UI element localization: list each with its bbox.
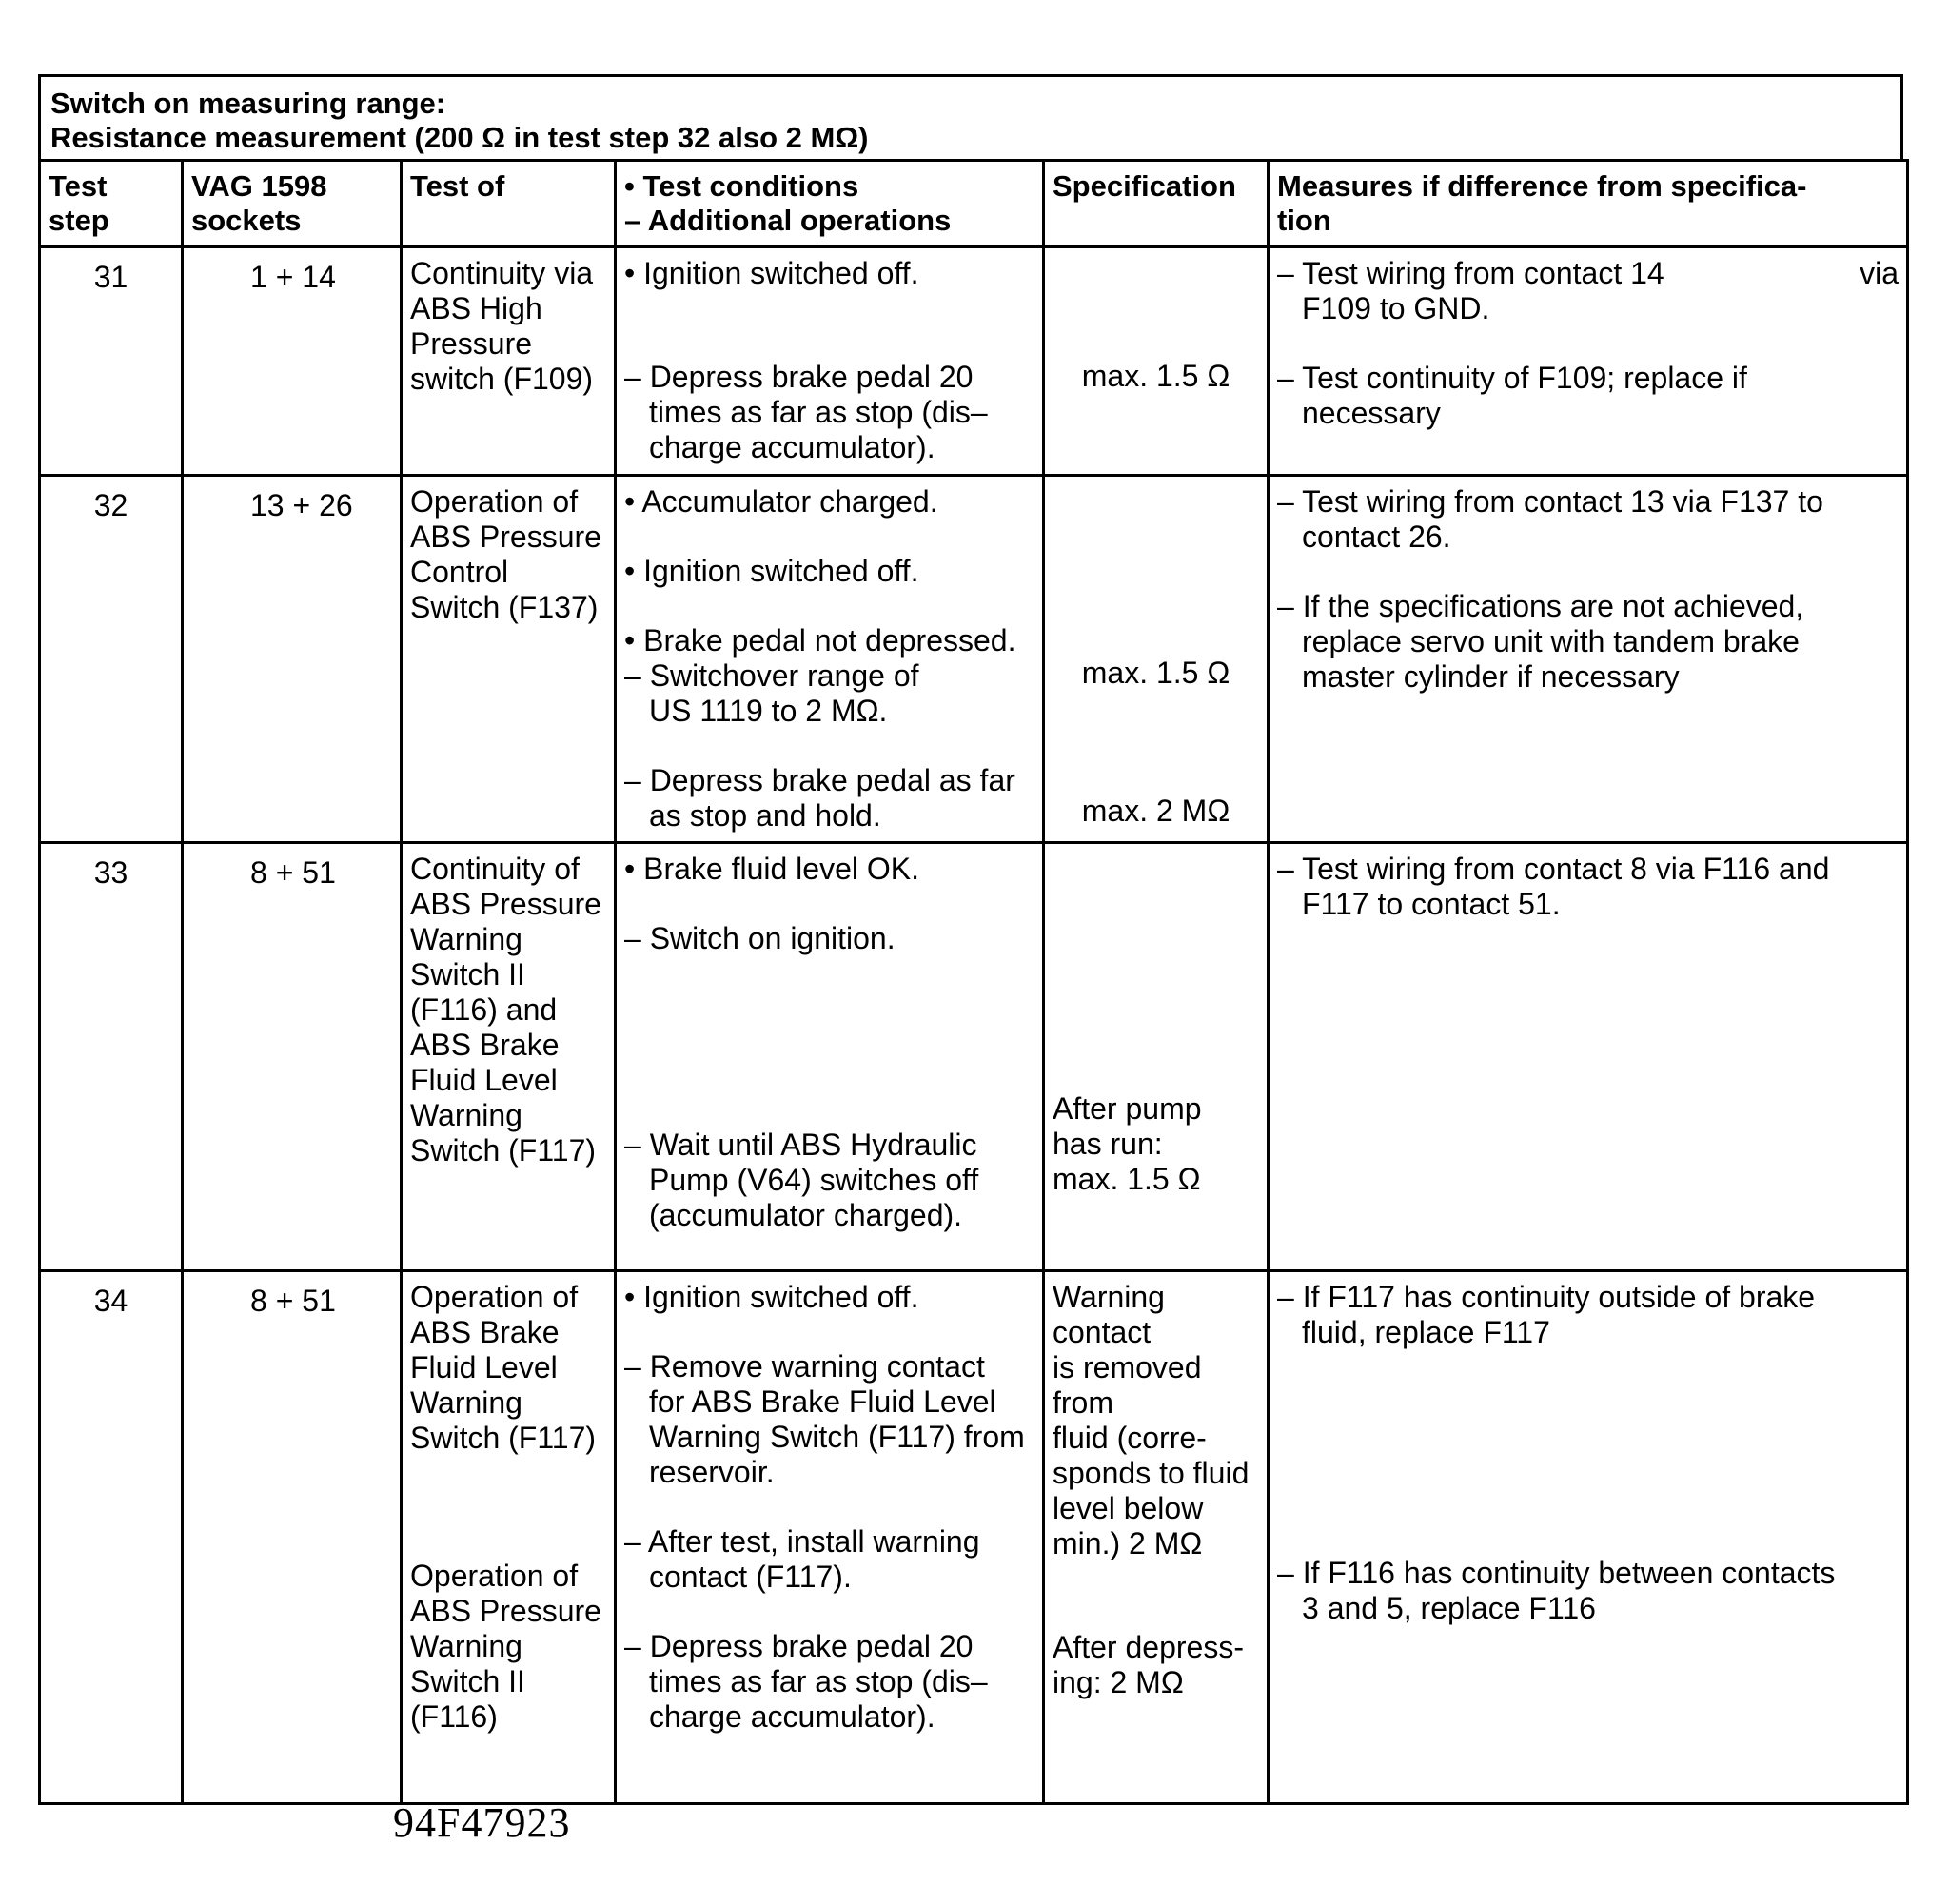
col-test-of: Test of xyxy=(402,161,616,247)
table-row xyxy=(40,843,1908,1271)
specification-cell: max. 1.5 Ω xyxy=(1044,247,1269,476)
conditions-cell: • Ignition switched off. – Remove warning contact for ABS Brake Fluid Level Warning Switch (F117) from reservoir. – After test, install warning contact (F117). – Depress brake pedal 20 times as far as stop (dis– charge accumulator). xyxy=(616,1271,1044,1804)
header-line-1: Switch on measuring range: xyxy=(50,87,446,120)
col-conditions: • Test conditions – Additional operations xyxy=(616,161,1044,247)
procedure-sheet xyxy=(38,74,1903,1805)
specification-cell: After pump has run: max. 1.5 Ω xyxy=(1044,843,1269,1271)
header-line-2: Resistance measurement (200 Ω in test step 32 also 2 MΩ) xyxy=(50,121,869,154)
specification-cell: max. 1.5 Ω max. 2 MΩ xyxy=(1044,476,1269,843)
col-sockets: VAG 1598 sockets xyxy=(183,161,402,247)
measures-cell: – If F117 has continuity outside of brake fluid, replace F117 – If F116 has continuity between contacts 3 and 5, replace F116 xyxy=(1269,1271,1908,1804)
test-of-cell: Continuity via ABS High Pressure switch (F109) xyxy=(402,247,616,476)
col-specification: Specification xyxy=(1044,161,1269,247)
test-of-cell: Operation of ABS Brake Fluid Level Warning Switch (F117) Operation of ABS Pressure Warning Switch II (F116) xyxy=(402,1271,616,1804)
step-number: 32 xyxy=(40,476,183,843)
socket-pair: 1 + 14 xyxy=(183,247,402,476)
step-number: 33 xyxy=(40,843,183,1271)
table-row xyxy=(40,247,1908,476)
measures-cell: – Test wiring from contact 14 via F109 to GND. – Test continuity of F109; replace if necessary xyxy=(1269,247,1908,476)
measures-cell: – Test wiring from contact 13 via F137 to contact 26. – If the specifications are not achieved, replace servo unit with tandem brake master cylinder if necessary xyxy=(1269,476,1908,843)
test-of-cell: Operation of ABS Pressure Control Switch (F137) xyxy=(402,476,616,843)
col-test-step: Test step xyxy=(40,161,183,247)
socket-pair: 8 + 51 xyxy=(183,843,402,1271)
conditions-cell: • Accumulator charged. • Ignition switched off. • Brake pedal not depressed. – Switchover range of US 1119 to 2 MΩ. – Depress brake pedal as far as stop and hold. xyxy=(616,476,1044,843)
measuring-range-header xyxy=(38,74,1903,159)
conditions-cell: • Brake fluid level OK. – Switch on ignition. – Wait until ABS Hydraulic Pump (V64) switches off (accumulator charged). xyxy=(616,843,1044,1271)
test-steps-table xyxy=(38,159,1909,1805)
table-row xyxy=(40,476,1908,843)
socket-pair: 8 + 51 xyxy=(183,1271,402,1804)
step-number: 31 xyxy=(40,247,183,476)
test-of-cell: Continuity of ABS Pressure Warning Switch II (F116) and ABS Brake Fluid Level Warning Switch (F117) xyxy=(402,843,616,1271)
conditions-cell: • Ignition switched off. – Depress brake pedal 20 times as far as stop (dis– charge accumulator). xyxy=(616,247,1044,476)
measures-cell: – Test wiring from contact 8 via F116 and F117 to contact 51. xyxy=(1269,843,1908,1271)
specification-cell: Warning contact is removed from fluid (corre- sponds to fluid level below min.) 2 MΩ After depress- ing: 2 MΩ xyxy=(1044,1271,1269,1804)
table-row xyxy=(40,1271,1908,1804)
socket-pair: 13 + 26 xyxy=(183,476,402,843)
col-measures: Measures if difference from specifica- tion xyxy=(1269,161,1908,247)
column-header-row xyxy=(40,161,1908,247)
step-number: 34 xyxy=(40,1271,183,1804)
figure-code: 94F47923 xyxy=(393,1799,571,1846)
